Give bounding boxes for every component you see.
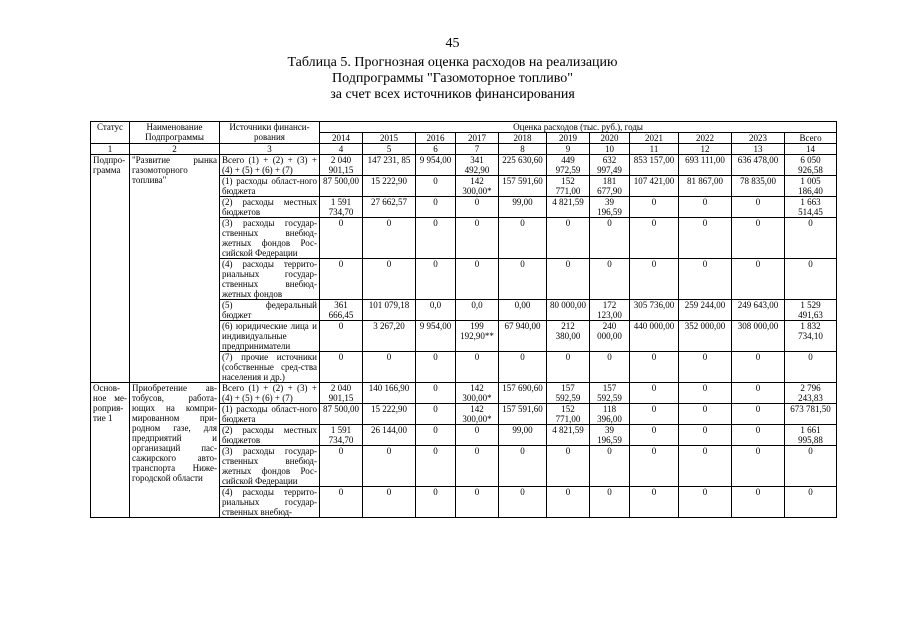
value-cell: 4 821,59 <box>547 425 590 446</box>
header-year: 2021 <box>630 133 679 144</box>
value-cell: 107 421,00 <box>630 176 679 197</box>
title-line: за счет всех источников финансирования <box>330 87 575 102</box>
value-cell: 0 <box>456 352 499 383</box>
source-cell: (6) юридические лица и индивидуальные предприниматели <box>220 321 320 352</box>
value-cell: 78 835,00 <box>732 176 785 197</box>
value-cell: 0 <box>679 446 732 487</box>
value-cell: 0 <box>679 487 732 518</box>
value-cell: 0 <box>630 352 679 383</box>
value-cell: 0 <box>499 487 547 518</box>
header-year: 2023 <box>732 133 785 144</box>
value-cell: 0 <box>416 446 456 487</box>
value-cell: 0 <box>732 446 785 487</box>
value-cell: 0 <box>320 446 363 487</box>
value-cell: 0 <box>732 259 785 300</box>
value-cell: 0 <box>732 404 785 425</box>
column-number: 6 <box>416 144 456 155</box>
value-cell: 0 <box>416 383 456 404</box>
column-number: 7 <box>456 144 499 155</box>
header-row <box>91 122 837 133</box>
status-cell: Подпро-грамма <box>91 155 130 383</box>
value-cell: 853 157,00 <box>630 155 679 176</box>
value-cell: 0,0 <box>456 300 499 321</box>
source-cell: Всего (1) + (2) + (3) + (4) + (5) + (6) + (7) <box>220 383 320 404</box>
source-cell: (7) прочие источники (собственные сред-ства населения и др.) <box>220 352 320 383</box>
value-cell: 305 736,00 <box>630 300 679 321</box>
column-number: 12 <box>679 144 732 155</box>
value-cell: 0 <box>547 446 590 487</box>
column-number: 10 <box>590 144 630 155</box>
page-number: 45 <box>445 36 460 51</box>
column-number: 2 <box>130 144 220 155</box>
value-cell: 0 <box>630 404 679 425</box>
value-cell: 0 <box>320 352 363 383</box>
value-cell: 0 <box>785 218 837 259</box>
value-cell: 26 144,00 <box>363 425 416 446</box>
header-year: 2015 <box>363 133 416 144</box>
value-cell: 0 <box>456 425 499 446</box>
program-name-cell: "Развитие рынка газомоторного топлива" <box>130 155 220 383</box>
value-cell: 0 <box>630 425 679 446</box>
value-cell: 152 771,00 <box>547 176 590 197</box>
header-year: 2022 <box>679 133 732 144</box>
header-estimate: Оценка расходов (тыс. руб.), годы <box>320 122 837 133</box>
value-cell: 87 500,00 <box>320 176 363 197</box>
value-cell: 308 000,00 <box>732 321 785 352</box>
value-cell: 0 <box>630 446 679 487</box>
value-cell: 15 222,90 <box>363 176 416 197</box>
value-cell: 27 662,57 <box>363 197 416 218</box>
column-numbers-row <box>91 144 837 155</box>
value-cell: 259 244,00 <box>679 300 732 321</box>
value-cell: 1 663 514,45 <box>785 197 837 218</box>
header-year: 2019 <box>547 133 590 144</box>
budget-table <box>90 121 837 518</box>
value-cell: 199 192,90** <box>456 321 499 352</box>
value-cell: 0 <box>785 259 837 300</box>
value-cell: 0 <box>679 383 732 404</box>
value-cell: 212 380,00 <box>547 321 590 352</box>
value-cell: 352 000,00 <box>679 321 732 352</box>
value-cell: 1 005 186,40 <box>785 176 837 197</box>
value-cell: 0 <box>363 352 416 383</box>
value-cell: 2 040 901,15 <box>320 383 363 404</box>
value-cell: 0 <box>679 352 732 383</box>
value-cell: 99,00 <box>499 197 547 218</box>
value-cell: 0 <box>416 425 456 446</box>
table-row <box>91 383 837 404</box>
value-cell: 0 <box>363 487 416 518</box>
value-cell: 0 <box>416 176 456 197</box>
value-cell: 39 196,59 <box>590 197 630 218</box>
column-number: 14 <box>785 144 837 155</box>
column-number: 4 <box>320 144 363 155</box>
value-cell: 0 <box>547 218 590 259</box>
value-cell: 0 <box>630 218 679 259</box>
value-cell: 249 643,00 <box>732 300 785 321</box>
value-cell: 0 <box>732 352 785 383</box>
value-cell: 157 592,59 <box>590 383 630 404</box>
source-cell: (4) расходы террито-риальных государ-ственных внебюд-жетных фондов <box>220 259 320 300</box>
value-cell: 0 <box>499 446 547 487</box>
column-number: 11 <box>630 144 679 155</box>
value-cell: 0 <box>547 487 590 518</box>
value-cell: 0 <box>785 487 837 518</box>
value-cell: 0 <box>499 352 547 383</box>
value-cell: 0 <box>363 259 416 300</box>
value-cell: 172 123,00 <box>590 300 630 321</box>
value-cell: 0 <box>732 197 785 218</box>
value-cell: 0 <box>679 218 732 259</box>
value-cell: 240 000,00 <box>590 321 630 352</box>
column-number: 9 <box>547 144 590 155</box>
source-cell: (3) расходы государ-ственных внебюд-жетных фондов Рос-сийской Федерации <box>220 218 320 259</box>
header-year: Всего <box>785 133 837 144</box>
value-cell: 440 000,00 <box>630 321 679 352</box>
header-year: 2016 <box>416 133 456 144</box>
value-cell: 0 <box>732 383 785 404</box>
value-cell: 0 <box>590 446 630 487</box>
value-cell: 0,0 <box>416 300 456 321</box>
header-year: 2020 <box>590 133 630 144</box>
value-cell: 0 <box>785 352 837 383</box>
value-cell: 0 <box>416 259 456 300</box>
value-cell: 39 196,59 <box>590 425 630 446</box>
value-cell: 0 <box>456 259 499 300</box>
column-number: 1 <box>91 144 130 155</box>
value-cell: 0 <box>590 259 630 300</box>
value-cell: 0 <box>732 218 785 259</box>
value-cell: 80 000,00 <box>547 300 590 321</box>
value-cell: 99,00 <box>499 425 547 446</box>
value-cell: 87 500,00 <box>320 404 363 425</box>
value-cell: 0 <box>590 352 630 383</box>
value-cell: 181 677,90 <box>590 176 630 197</box>
source-cell: (2) расходы местных бюджетов <box>220 425 320 446</box>
status-cell: Основ-ное ме-роприя-тие 1 <box>91 383 130 518</box>
value-cell: 4 821,59 <box>547 197 590 218</box>
table-row <box>91 155 837 176</box>
value-cell: 0 <box>630 197 679 218</box>
value-cell: 0 <box>416 352 456 383</box>
source-cell: (3) расходы государ-ственных внебюд-жетных фондов Рос-сийской Федерации <box>220 446 320 487</box>
value-cell: 0 <box>547 259 590 300</box>
value-cell: 9 954,00 <box>416 155 456 176</box>
source-cell: (1) расходы област-ного бюджета <box>220 404 320 425</box>
value-cell: 118 396,00 <box>590 404 630 425</box>
value-cell: 1 661 995,88 <box>785 425 837 446</box>
value-cell: 0 <box>679 197 732 218</box>
value-cell: 0 <box>590 487 630 518</box>
value-cell: 0 <box>456 218 499 259</box>
value-cell: 449 972,59 <box>547 155 590 176</box>
source-cell: Всего (1) + (2) + (3) + (4) + (5) + (6) + (7) <box>220 155 320 176</box>
value-cell: 1 591 734,70 <box>320 425 363 446</box>
column-number: 5 <box>363 144 416 155</box>
value-cell: 15 222,90 <box>363 404 416 425</box>
value-cell: 0 <box>456 487 499 518</box>
value-cell: 0 <box>320 321 363 352</box>
value-cell: 0 <box>416 487 456 518</box>
column-number: 13 <box>732 144 785 155</box>
column-number: 8 <box>499 144 547 155</box>
value-cell: 0 <box>547 352 590 383</box>
column-number: 3 <box>220 144 320 155</box>
value-cell: 0 <box>499 259 547 300</box>
value-cell: 0 <box>630 259 679 300</box>
value-cell: 632 997,49 <box>590 155 630 176</box>
value-cell: 152 771,00 <box>547 404 590 425</box>
source-cell: (2) расходы местных бюджетов <box>220 197 320 218</box>
value-cell: 0 <box>630 487 679 518</box>
value-cell: 0,00 <box>499 300 547 321</box>
value-cell: 142 300,00* <box>456 176 499 197</box>
value-cell: 0 <box>679 259 732 300</box>
value-cell: 0 <box>499 218 547 259</box>
value-cell: 140 166,90 <box>363 383 416 404</box>
value-cell: 157 591,60 <box>499 176 547 197</box>
value-cell: 0 <box>416 404 456 425</box>
header-status: Статус <box>91 122 130 144</box>
title-line: Подпрограммы "Газомоторное топливо" <box>332 71 573 86</box>
header-year: 2014 <box>320 133 363 144</box>
value-cell: 2 796 243,83 <box>785 383 837 404</box>
value-cell: 142 300,00* <box>456 383 499 404</box>
header-sources: Источники финанси-рования <box>220 122 320 144</box>
title-line: Таблица 5. Прогнозная оценка расходов на реализацию <box>287 55 618 70</box>
value-cell: 0 <box>732 425 785 446</box>
value-cell: 1 832 734,10 <box>785 321 837 352</box>
value-cell: 0 <box>320 259 363 300</box>
value-cell: 0 <box>785 446 837 487</box>
header-name: Наименование Подпрограммы <box>130 122 220 144</box>
value-cell: 225 630,60 <box>499 155 547 176</box>
table-title <box>0 55 905 103</box>
header-year: 2018 <box>499 133 547 144</box>
value-cell: 0 <box>679 404 732 425</box>
value-cell: 157 690,60 <box>499 383 547 404</box>
value-cell: 3 267,20 <box>363 321 416 352</box>
value-cell: 341 492,90 <box>456 155 499 176</box>
value-cell: 142 300,00* <box>456 404 499 425</box>
value-cell: 67 940,00 <box>499 321 547 352</box>
source-cell: (4) расходы террито-риальных государ-ственных внебюд- <box>220 487 320 518</box>
value-cell: 0 <box>679 425 732 446</box>
value-cell: 0 <box>416 197 456 218</box>
value-cell: 1 529 491,63 <box>785 300 837 321</box>
value-cell: 157 591,60 <box>499 404 547 425</box>
value-cell: 693 111,00 <box>679 155 732 176</box>
value-cell: 0 <box>732 487 785 518</box>
value-cell: 157 592,59 <box>547 383 590 404</box>
value-cell: 0 <box>590 218 630 259</box>
value-cell: 2 040 901,15 <box>320 155 363 176</box>
value-cell: 147 231, 85 <box>363 155 416 176</box>
header-year: 2017 <box>456 133 499 144</box>
source-cell: (1) расходы област-ного бюджета <box>220 176 320 197</box>
value-cell: 0 <box>363 446 416 487</box>
value-cell: 0 <box>320 487 363 518</box>
value-cell: 6 050 926,58 <box>785 155 837 176</box>
value-cell: 0 <box>456 197 499 218</box>
source-cell: (5) федеральный бюджет <box>220 300 320 321</box>
value-cell: 0 <box>630 383 679 404</box>
program-name-cell: Приобретение ав-тобусов, работа-ющих на компри-мированном при-родном газе, для предприятий и организаций пас-сажирского авто-транспорта Ниже-городской области <box>130 383 220 518</box>
value-cell: 0 <box>363 218 416 259</box>
value-cell: 1 591 734,70 <box>320 197 363 218</box>
value-cell: 636 478,00 <box>732 155 785 176</box>
value-cell: 0 <box>416 218 456 259</box>
value-cell: 673 781,50 <box>785 404 837 425</box>
value-cell: 9 954,00 <box>416 321 456 352</box>
value-cell: 0 <box>320 218 363 259</box>
value-cell: 101 079,18 <box>363 300 416 321</box>
value-cell: 81 867,00 <box>679 176 732 197</box>
value-cell: 361 666,45 <box>320 300 363 321</box>
value-cell: 0 <box>456 446 499 487</box>
